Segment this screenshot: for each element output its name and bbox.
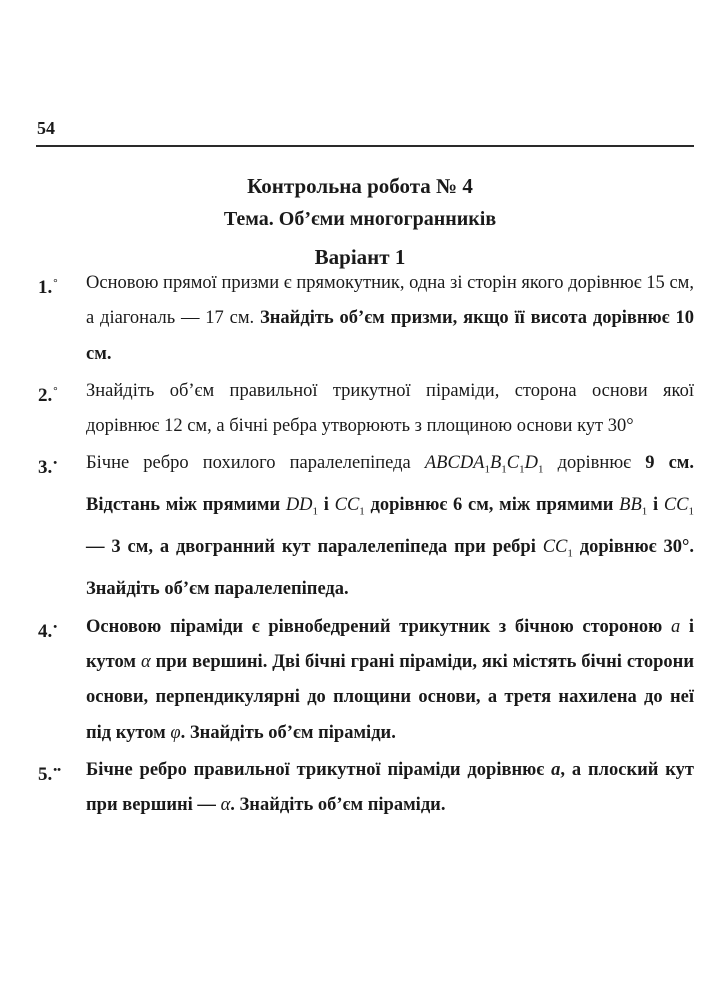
page-number: 54 xyxy=(37,118,55,138)
line-dd1: $DD_1$ xyxy=(285,495,319,519)
problem-4 xyxy=(38,610,694,751)
difficulty-mark: • xyxy=(53,620,58,633)
line-cc1: $CC_1$ xyxy=(663,495,695,519)
problem-number: 3.• xyxy=(38,457,58,479)
difficulty-mark: • xyxy=(53,457,58,470)
line-cc1: $CC_1$ xyxy=(542,537,573,561)
problem-number: 4.• xyxy=(38,620,58,642)
problem-number: 1.° xyxy=(38,277,58,298)
problem-text: Бічне ребро похилого паралелепіпеда $ABCDA_1B_1C_1D_1$ дорівнює 9 см. Відстань між прямими $DD_1$ і $CC_1$ дорівнює 6 см, між прямими $BB_1$ і $CC_1$ — 3 см, а двогранний кут паралелепіпеда при ребрі $CC_1$ дорівнює 30°. Знайдіть об’єм паралелепіпеда. xyxy=(86,453,695,600)
problem-3 xyxy=(38,446,694,607)
problem-5 xyxy=(38,753,694,824)
test-title: Контрольна робота № 4 xyxy=(247,174,473,198)
solid-name: $ABCDA_1B_1C_1D_1$ xyxy=(424,453,544,477)
header-rule xyxy=(36,145,694,147)
problem-number: 5.•• xyxy=(38,763,61,785)
difficulty-mark: ° xyxy=(53,384,58,397)
topic-title: Тема. Об’єми многогранників xyxy=(223,208,497,230)
problem-text: Бічне ребро правильної трикутної піраміди дорівнює a, а плоский кут при вершині — α. Знайдіть об’єм піраміди. xyxy=(86,759,695,816)
problem-2 xyxy=(38,374,694,445)
problem-text: Знайдіть об’єм правильної трикутної піраміди, сторона основи якої дорівнює 12 см, а бічні ребра утворюють з площиною основи кут 30° xyxy=(86,380,694,437)
problem-text: Основою прямої призми є прямокутник, одна зі сторін якого дорівнює 15 см, а діагональ — 17 см. Знайдіть об’єм призми, якщо її висота дорівнює 10 см. xyxy=(86,273,694,364)
problem-number: 2.° xyxy=(38,384,58,406)
difficulty-mark: •• xyxy=(53,763,61,776)
problem-text: Основою піраміди є рівнобедрений трикутник з бічною стороною a і кутом α при вершині. Дві бічні грані піраміди, які містять бічні сторони основи, перпендикулярні до площини основи, а третя нахилена до неї під кутом φ. Знайдіть об’єм піраміди. xyxy=(86,616,694,743)
problem-list xyxy=(38,266,694,826)
difficulty-mark: ° xyxy=(53,277,58,289)
problem-1 xyxy=(38,266,694,372)
line-cc1: $CC_1$ xyxy=(334,495,365,519)
title-block xyxy=(0,170,720,274)
variant-title: Варіант 1 xyxy=(314,245,406,269)
line-bb1: $BB_1$ xyxy=(619,495,648,519)
